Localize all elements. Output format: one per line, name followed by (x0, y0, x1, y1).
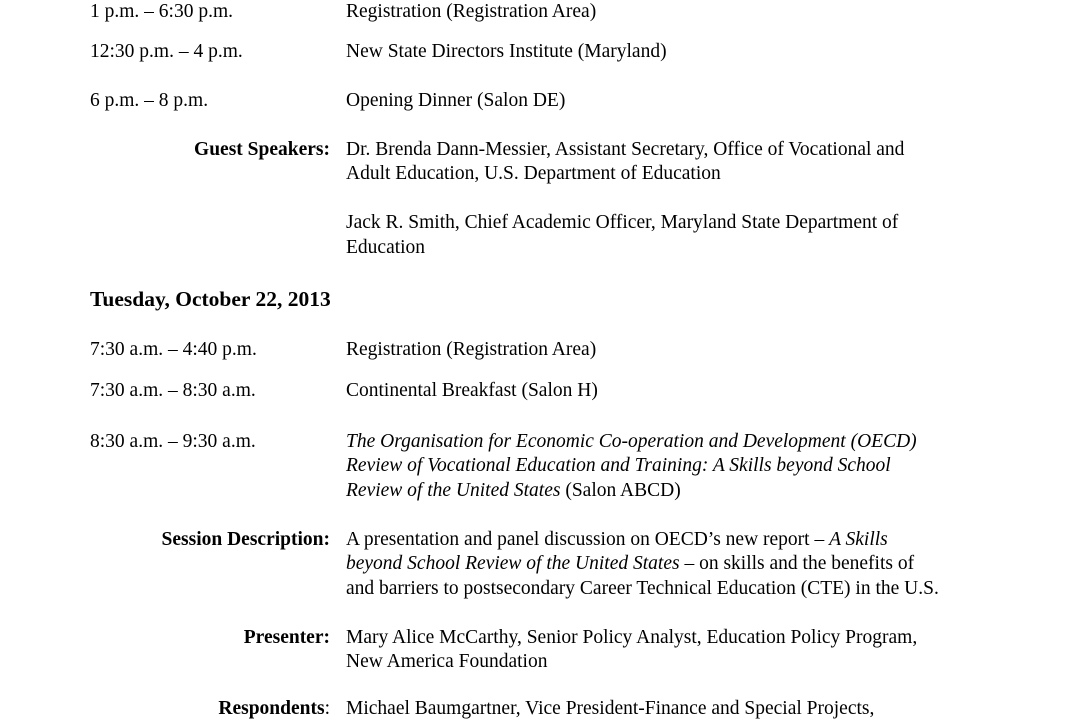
session-description-italic: A Skills (829, 529, 888, 550)
session-title-text: The Organisation for Economic Co-operation and Development (OECD) (346, 431, 917, 452)
schedule-description: Opening Dinner (Salon DE) (346, 90, 566, 111)
session-description-text: A presentation and panel discussion on OECD’s new report – (346, 529, 830, 550)
schedule-time: 7:30 a.m. – 8:30 a.m. (90, 380, 256, 401)
session-title-text: Review of Vocational Education and Training: A Skills beyond School (346, 455, 891, 476)
session-title-line (346, 479, 681, 504)
guest-speaker-line: Education (346, 237, 426, 258)
schedule-time: 1 p.m. – 6:30 p.m. (90, 1, 234, 22)
presenter-line: Mary Alice McCarthy, Senior Policy Analyst, Education Policy Program, (346, 627, 918, 648)
session-title-text: Review of the United States (346, 480, 561, 501)
respondents-label-colon: : (324, 698, 330, 719)
session-description-line: and barriers to postsecondary Career Technical Education (CTE) in the U.S. (346, 578, 939, 599)
schedule-description: Registration (Registration Area) (346, 339, 597, 360)
respondent-line: Michael Baumgartner, Vice President-Finance and Special Projects, (346, 698, 875, 719)
guest-speaker-line: Dr. Brenda Dann-Messier, Assistant Secretary, Office of Vocational and (346, 139, 905, 160)
schedule-time: 12:30 p.m. – 4 p.m. (90, 41, 243, 62)
session-title-line (346, 454, 891, 479)
schedule-time: 8:30 a.m. – 9:30 a.m. (90, 431, 256, 452)
schedule-description: Continental Breakfast (Salon H) (346, 380, 598, 401)
guest-speakers-label: Guest Speakers: (194, 139, 330, 160)
guest-speaker-line: Adult Education, U.S. Department of Education (346, 163, 721, 184)
schedule-description: Registration (Registration Area) (346, 1, 597, 22)
schedule-time: 7:30 a.m. – 4:40 p.m. (90, 339, 257, 360)
schedule-description: New State Directors Institute (Maryland) (346, 41, 667, 62)
schedule-time: 6 p.m. – 8 p.m. (90, 90, 209, 111)
presenter-line: New America Foundation (346, 651, 548, 672)
respondents-label (218, 697, 330, 722)
session-description-label: Session Description: (161, 529, 330, 550)
session-description-line (346, 552, 914, 577)
session-title-line (346, 430, 917, 455)
guest-speaker-line: Jack R. Smith, Chief Academic Officer, Maryland State Department of (346, 212, 899, 233)
presenter-label: Presenter: (243, 627, 330, 648)
session-description-italic: beyond School Review of the United States (346, 553, 680, 574)
day-heading: Tuesday, October 22, 2013 (90, 287, 331, 311)
session-description-text: – on skills and the benefits of (679, 553, 915, 574)
session-description-line (346, 528, 888, 553)
respondents-label-text: Respondents (218, 698, 325, 719)
session-room: (Salon ABCD) (560, 480, 681, 501)
